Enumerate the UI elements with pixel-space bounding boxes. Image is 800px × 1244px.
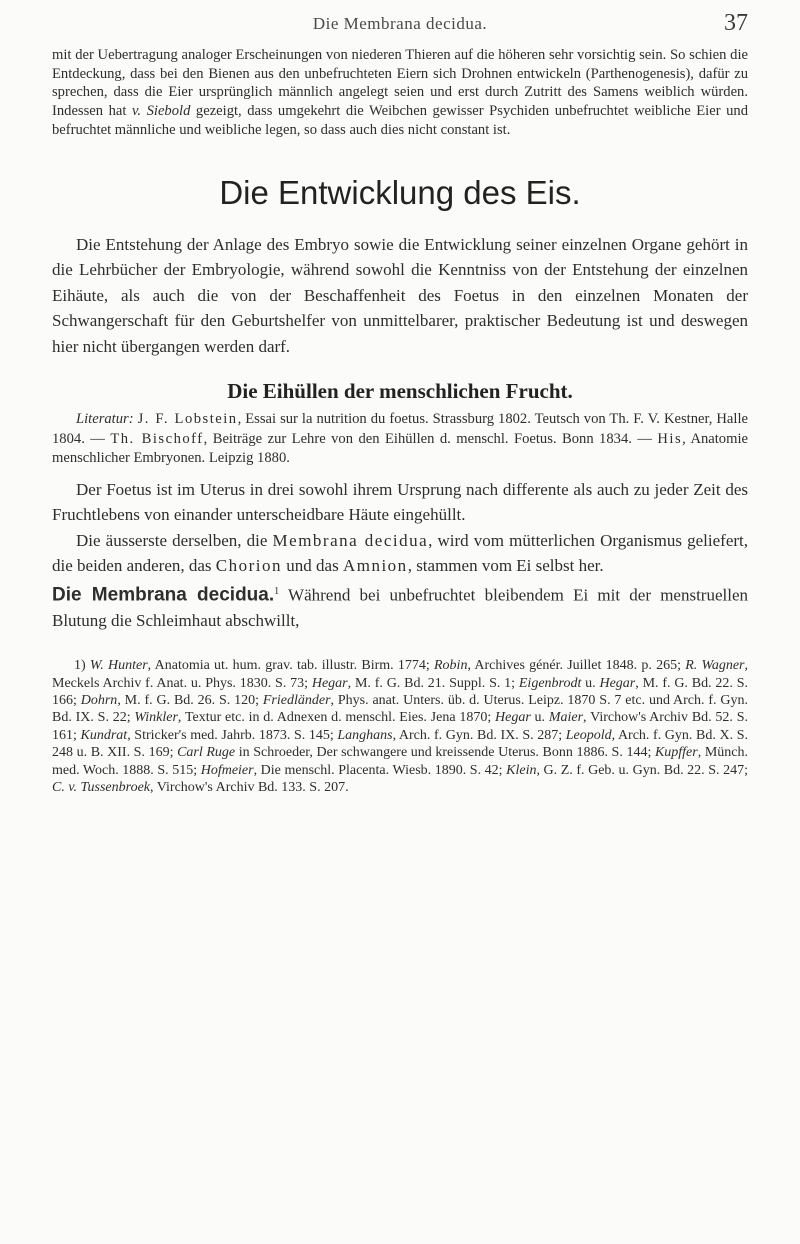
footnote-citation: , Arch. f. Gyn. Bd. X. S. 248 u. B. XII. S. 169; xyxy=(52,727,748,761)
intro-paragraph xyxy=(52,46,748,140)
footnote-author: Kundrat xyxy=(80,727,128,743)
footnote-citation: in Schroeder, Der schwangere und kreissende Uterus. Bonn 1886. S. 144; xyxy=(235,745,655,761)
footnote-author: Klein xyxy=(506,762,537,778)
page-body xyxy=(52,46,748,796)
intro-text: mit der Uebertragung analoger Erscheinungen von niederen Thieren auf die höheren sehr vorsichtig sein. So schien die Entdeckung, dass bei den Bienen aus den unbefruchteten Eiern sich Drohnen entwickeln (Parthenogenesis), dafür zu sprechen, dass die Eier ursprünglich männlich angelegt seien und erst durch Zutritt des Samens weiblich würden. Indessen hat xyxy=(52,47,748,120)
footnote-author: Maier xyxy=(548,710,584,726)
footnote-reference: 1 xyxy=(274,585,280,597)
footnote-marker: 1) xyxy=(74,658,86,674)
section-title: Die Entwicklung des Eis. xyxy=(219,173,581,211)
lit-text-1: , Essai sur la nutrition du foetus. Strassburg 1802. Teutsch von Th. F. V. Kestner, Halle 1804. — xyxy=(52,411,748,447)
decidua-run-in-heading: Die Membrana decidua. xyxy=(52,584,275,606)
footnote-author: Dohrn xyxy=(80,692,118,708)
footnote-author: Friedländer xyxy=(262,692,331,708)
lit-text-3: , Anatomie menschlicher Embryonen. Leipzig 1880. xyxy=(52,430,748,467)
footnote-author: C. v. Tussenbroek xyxy=(52,780,150,796)
book-page xyxy=(52,0,748,1244)
decidua-text: Während bei unbefruchtet bleibendem Ei mit der menstruellen Blutung die Schleimhaut abschwillt, xyxy=(52,585,748,630)
membranes-text-b: , wird vom mütterlichen Organismus geliefert, die beiden anderen, das xyxy=(52,530,749,576)
term-decidua: Membrana decidua xyxy=(272,530,429,550)
literature-note xyxy=(52,410,748,469)
literature-label: Literatur: xyxy=(76,411,134,428)
footnote-citation: , G. Z. f. Geb. u. Gyn. Bd. 22. S. 247; xyxy=(536,762,749,778)
footnote-citation: u. xyxy=(530,710,549,726)
footnote-author: W. Hunter xyxy=(89,658,148,674)
footnote-citation: , Arch. f. Gyn. Bd. IX. S. 287; xyxy=(392,727,566,743)
section-paragraph: Die Entstehung der Anlage des Embryo sowie die Entwicklung seiner einzelnen Organe gehört in die Lehrbücher der Embryologie, während sowohl die Kenntniss von der Entstehung der einzelnen Eihäute, als auch die von der Beschaffenheit des Foetus in den einzelnen Monaten der Schwangerschaft für den Geburtshelfer von unmittelbarer, praktischer Bedeutung ist und deswegen hier nicht übergangen werden darf. xyxy=(52,234,748,356)
lit-text-2: , Beiträge zur Lehre von den Eihüllen d. menschl. Foetus. Bonn 1834. — xyxy=(203,430,658,447)
term-amnion: Amnion xyxy=(342,556,408,576)
membranes-text-d: , stammen vom Ei selbst her. xyxy=(407,556,604,576)
footnote-author: Eigenbrodt xyxy=(518,675,582,691)
footnote-block xyxy=(52,657,748,796)
page-header xyxy=(52,10,748,38)
footnote-citation: , M. f. G. Bd. 22. S. 166; xyxy=(52,675,748,708)
footnote-citation: , Die menschl. Placenta. Wiesb. 1890. S. 42; xyxy=(253,762,507,778)
membranes-text-c: und das xyxy=(282,556,343,576)
footnote xyxy=(52,657,748,796)
term-chorion: Chorion xyxy=(215,556,283,576)
foetus-paragraph: Der Foetus ist im Uterus in drei sowohl ihrem Ursprung nach differente als auch zu jeder Zeit des Fruchtlebens von einander unterscheidbare Häute eingehüllt. xyxy=(52,479,748,525)
footnote-author: Leopold xyxy=(565,727,612,743)
footnote-author: Robin xyxy=(434,658,468,674)
footnote-author: Carl Ruge xyxy=(177,745,236,761)
footnote-author: Hegar xyxy=(599,675,636,691)
intro-text-end: gezeigt, dass umgekehrt die Weibchen gewisser Psychiden unbefruchtet weibliche Eier und befruchtet männliche und weibliche legen, so dass auch dies nicht constant ist. xyxy=(52,103,749,138)
footnote-citation: , Textur etc. in d. Adnexen d. menschl. Eies. Jena 1870; xyxy=(177,710,495,726)
lit-author-3: His xyxy=(657,430,683,447)
footnote-citation: , M. f. G. Bd. 26. S. 120; xyxy=(117,692,263,708)
subsection-title: Die Eihüllen der menschlichen Frucht. xyxy=(227,379,573,404)
footnote-author: Hegar xyxy=(495,710,531,726)
footnote-citation: , Meckels Archiv f. Anat. u. Phys. 1830. S. 73; xyxy=(52,658,748,691)
footnote-author: Hegar xyxy=(311,675,348,691)
footnote-author: R. Wagner xyxy=(685,658,745,674)
membranes-paragraph xyxy=(52,528,748,579)
lit-author-2: Th. Bischoff xyxy=(110,430,204,447)
footnote-citation: , Archives génér. Juillet 1848. p. 265; xyxy=(467,658,686,674)
footnote-author: Winkler xyxy=(134,710,178,726)
footnote-citation: u. xyxy=(581,675,600,691)
footnote-author: Kupffer xyxy=(654,745,698,761)
running-title: Die Membrana decidua. xyxy=(312,14,488,33)
footnote-citation: , Stricker's med. Jahrb. 1873. S. 145; xyxy=(127,727,338,743)
footnote-author: Hofmeier xyxy=(200,762,254,778)
footnote-citation: , Münch. med. Woch. 1888. S. 515; xyxy=(52,745,748,778)
membranes-text-a: Die äusserste derselben, die xyxy=(76,530,273,550)
footnote-citation: , Virchow's Archiv Bd. 133. S. 207. xyxy=(150,780,349,796)
lit-author-1: J. F. Lobstein xyxy=(137,411,238,428)
footnote-citation: , Phys. anat. Unters. üb. d. Uterus. Leipz. 1870 S. 7 etc. und Arch. f. Gyn. Bd. IX. S. 22; xyxy=(52,692,748,726)
page-number: 37 xyxy=(724,10,748,36)
footnote-citation: , Virchow's Archiv Bd. 52. S. 161; xyxy=(52,710,748,743)
footnote-citation: , M. f. G. Bd. 21. Suppl. S. 1; xyxy=(347,675,519,691)
footnote-author: Langhans xyxy=(337,727,393,743)
decidua-paragraph xyxy=(52,579,748,634)
footnote-citation: , Anatomia ut. hum. grav. tab. illustr. Birm. 1774; xyxy=(147,658,434,674)
intro-author: v. Siebold xyxy=(132,103,191,120)
